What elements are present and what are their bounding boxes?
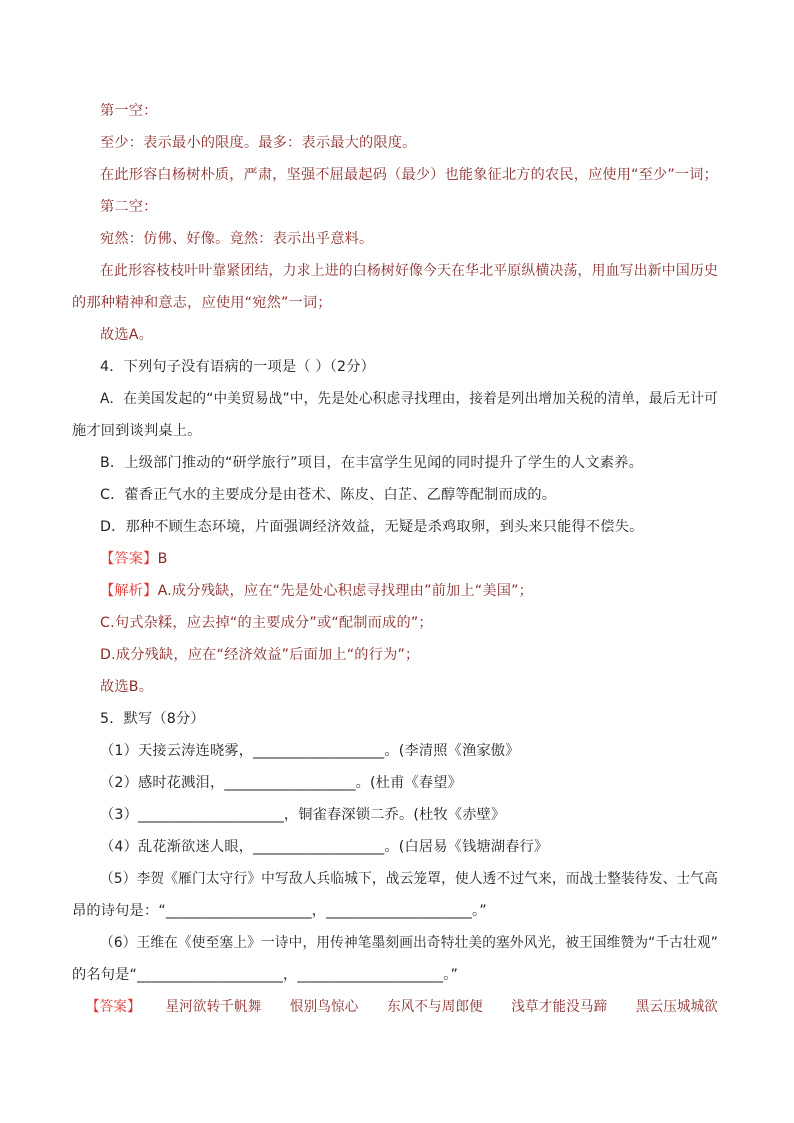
q5-answer-item: 黑云压城城欲 [635, 999, 718, 1015]
q4-option-c: C．藿香正气水的主要成分是由苍术、陈皮、白芷、乙醇等配制而成的。 [100, 487, 557, 503]
q3-blank1-definition: 至少：表示最小的限度。最多：表示最大的限度。 [100, 135, 417, 151]
q4-option-a-line2: 施才回到谈判桌上。 [72, 423, 202, 439]
q4-analysis-a [100, 581, 533, 601]
q4-option-b: B．上级部门推动的“研学旅行”项目，在丰富学生见闻的同时提升了学生的人文素养。 [100, 455, 643, 471]
q4-option-d: D．那种不顾生态环境，片面强调经济效益，无疑是杀鸡取卵，到头来只能得不偿失。 [100, 519, 644, 535]
q5-item1: （1）天接云涛连晓雾，__________________。(李清照《渔家傲》 [100, 743, 520, 759]
q5-answer-tag: 【答案】 [86, 999, 141, 1015]
q5-item4: （4）乱花渐欲迷人眼，__________________。(白居易《钱塘湖春行》 [100, 839, 549, 855]
q5-item6-line2: 的名句是“____________________，____________________。” [72, 967, 459, 983]
q4-analysis-d: D.成分残缺，应在“经济效益”后面加上“的行为”； [100, 647, 420, 663]
q5-item5-line2: 昂的诗句是：“____________________，____________________。” [72, 903, 487, 919]
q5-answer-item: 东风不与周郎便 [386, 999, 483, 1015]
q4-choice: 故选B。 [100, 679, 154, 695]
q5-item3: （3）____________________，铜雀春深锁二乔。(杜牧《赤壁》 [100, 807, 506, 823]
q3-blank2-reason-line2: 的那种精神和意志，应使用“宛然”一词； [72, 295, 332, 311]
q5-stem: 5．默写（8分） [100, 711, 205, 727]
q3-blank1-title: 第一空： [100, 103, 158, 119]
q4-option-a-line1: A．在美国发起的“中美贸易战”中，先是处心积虑寻找理由，接着是列出增加关税的清单，最后无计可 [100, 391, 718, 407]
q4-stem: 4．下列句子没有语病的一项是（ ）（2分） [100, 359, 376, 375]
q5-answer-item: 星河欲转千帆舞 [165, 999, 262, 1015]
q3-blank2-reason-line1: 在此形容枝枝叶叶靠紧团结，力求上进的白杨树好像今天在华北平原纵横决荡，用血写出新中国历史 [100, 263, 718, 279]
q5-item2: （2）感时花溅泪，__________________。(杜甫《春望》 [100, 775, 463, 791]
q5-item5-line1: （5）李贺《雁门太守行》中写敌人兵临城下，战云笼罩，使人透不过气来，而战士整装待发、士气高 [100, 871, 718, 887]
q5-answer-item: 恨别鸟惊心 [289, 999, 359, 1015]
q4-answer [100, 549, 168, 569]
q4-analysis-tag: 【解析】 [100, 583, 158, 599]
q5-answer-item: 浅草才能没马蹄 [511, 999, 608, 1015]
q4-analysis-a-text: A.成分残缺，应在“先是处心积虑寻找理由”前加上“美国”； [157, 583, 534, 599]
q3-blank1-reason: 在此形容白杨树朴质，严肃，坚强不屈最起码（最少）也能象征北方的农民，应使用“至少”一词； [100, 167, 718, 183]
q3-blank2-definition: 宛然：仿佛、好像。竟然：表示出乎意料。 [100, 231, 374, 247]
q5-item6-line1: （6）王维在《使至塞上》一诗中，用传神笔墨刻画出奇特壮美的塞外风光，被王国维赞为“千古壮观” [100, 935, 718, 951]
q3-blank2-title: 第二空： [100, 199, 158, 215]
q4-answer-tag: 【答案】 [100, 551, 158, 567]
q3-choice: 故选A。 [100, 327, 154, 343]
q4-analysis-c: C.句式杂糅，应去掉“的主要成分”或“配制而成的”； [100, 615, 433, 631]
q4-answer-value: B [157, 551, 168, 567]
q5-answer [86, 997, 718, 1017]
